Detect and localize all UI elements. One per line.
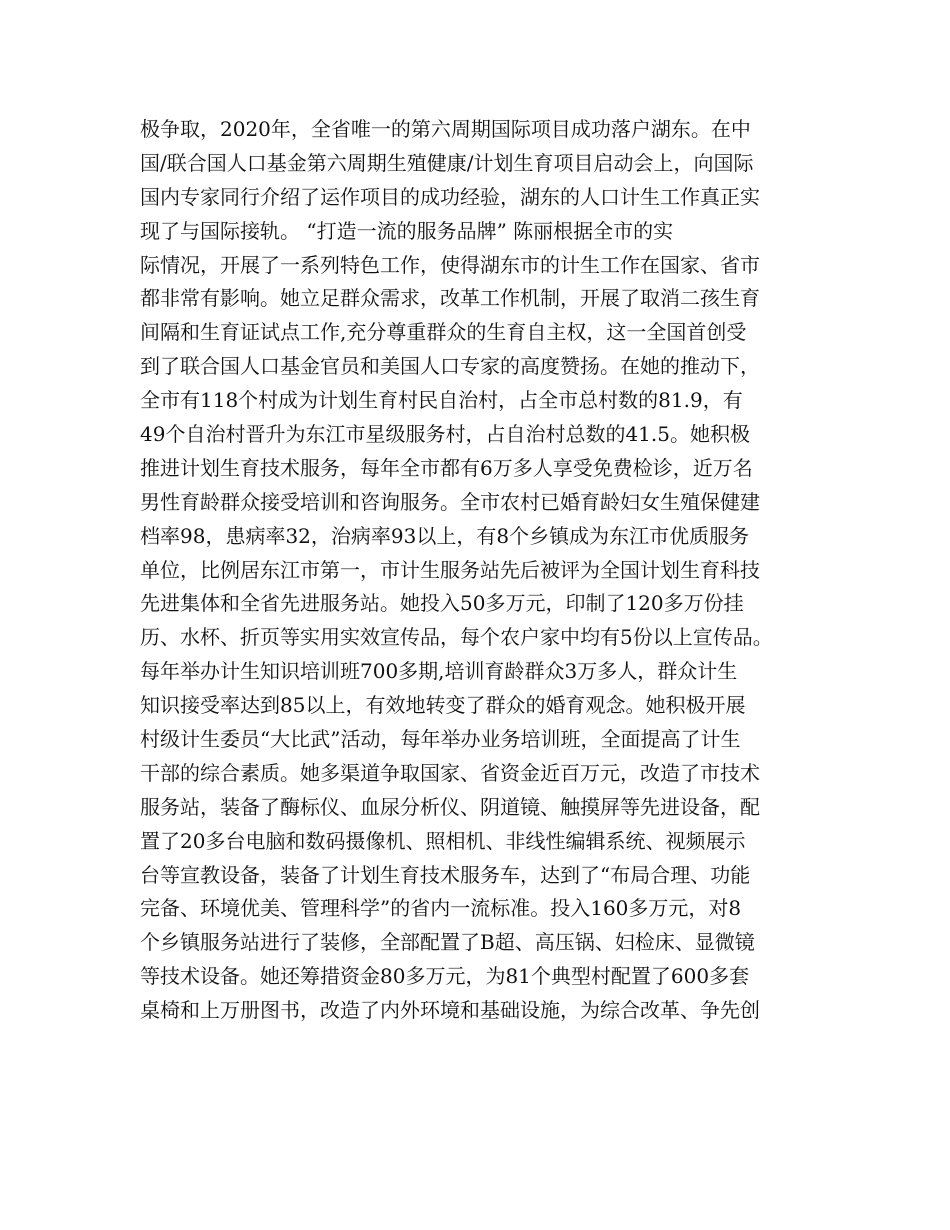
- text-line: 国内专家同行介绍了运作项目的成功经验，湖东的人口计生工作真正实: [140, 184, 760, 209]
- text-line: 服务站，装备了酶标仪、血尿分析仪、阴道镜、触摸屏等先进设备，配: [140, 794, 760, 819]
- text-line: 推进计划生育技术服务，每年全市都有6万多人享受免费检诊，近万名: [140, 455, 753, 480]
- text-line: 桌椅和上万册图书，改造了内外环境和基础设施，为综合改革、争先创: [140, 998, 760, 1023]
- text-line: 现了与国际接轨。 “打造一流的服务品牌” 陈丽根据全市的实: [140, 218, 674, 243]
- text-line: 极争取，2020年，全省唯一的第六周期国际项目成功落户湖东。在中: [140, 117, 751, 141]
- text-line: 干部的综合素质。她多渠道争取国家、省资金近百万元，改造了市技术: [140, 760, 760, 785]
- text-line: 国/联合国人口基金第六周期生殖健康/计划生育项目启动会上，向国际: [140, 150, 754, 175]
- text-line: 台等宣教设备，装备了计划生育技术服务车，达到了“布局合理、功能: [140, 862, 751, 887]
- text-line: 每年举办计生知识培训班700多期,培训育龄群众3万多人，群众计生: [140, 659, 738, 684]
- text-line: 男性育龄群众接受培训和咨询服务。全市农村已婚育龄妇女生殖保健建: [140, 489, 760, 514]
- text-line: 49个自治村晋升为东江市星级服务村，占自治村总数的41.5。她积极: [140, 422, 750, 447]
- text-line: 际情况，开展了一系列特色工作，使得湖东市的计生工作在国家、省市: [140, 252, 760, 277]
- text-line: 先进集体和全省先进服务站。她投入50多万元，印制了120多万份挂: [140, 591, 744, 616]
- text-line: 村级计生委员“大比武”活动，每年举办业务培训班，全面提高了计生: [140, 727, 741, 752]
- text-line: 个乡镇服务站进行了装修，全部配置了B超、高压锅、妇检床、显微镜: [140, 930, 755, 955]
- text-line: 都非常有影响。她立足群众需求，改革工作机制，开展了取消二孩生育: [140, 286, 760, 311]
- text-line: 历、水杯、折页等实用实效宣传品，每个农户家中均有5份以上宣传品。: [140, 625, 773, 650]
- text-line: 全市有118个村成为计划生育村民自治村，占全市总村数的81.9，有: [140, 388, 743, 413]
- text-line: 等技术设备。她还筹措资金80多万元，为81个典型村配置了600多套: [140, 964, 750, 989]
- text-line: 完备、环境优美、管理科学”的省内一流标准。投入160多万元，对8: [140, 896, 742, 921]
- text-line: 置了20多台电脑和数码摄像机、照相机、非线性编辑系统、视频展示: [140, 828, 746, 853]
- body-text: [140, 113, 830, 1028]
- text-line: 到了联合国人口基金官员和美国人口专家的高度赞扬。在她的推动下，: [140, 354, 760, 379]
- text-line: 单位，比例居东江市第一，市计生服务站先后被评为全国计划生育科技: [140, 557, 760, 582]
- text-line: 间隔和生育证试点工作,充分尊重群众的生育自主权，这一全国首创受: [140, 320, 747, 345]
- text-line: 知识接受率达到85以上，有效地转变了群众的婚育观念。她积极开展: [140, 693, 746, 718]
- text-line: 档率98，患病率32，治病率93以上，有8个乡镇成为东江市优质服务: [140, 523, 750, 548]
